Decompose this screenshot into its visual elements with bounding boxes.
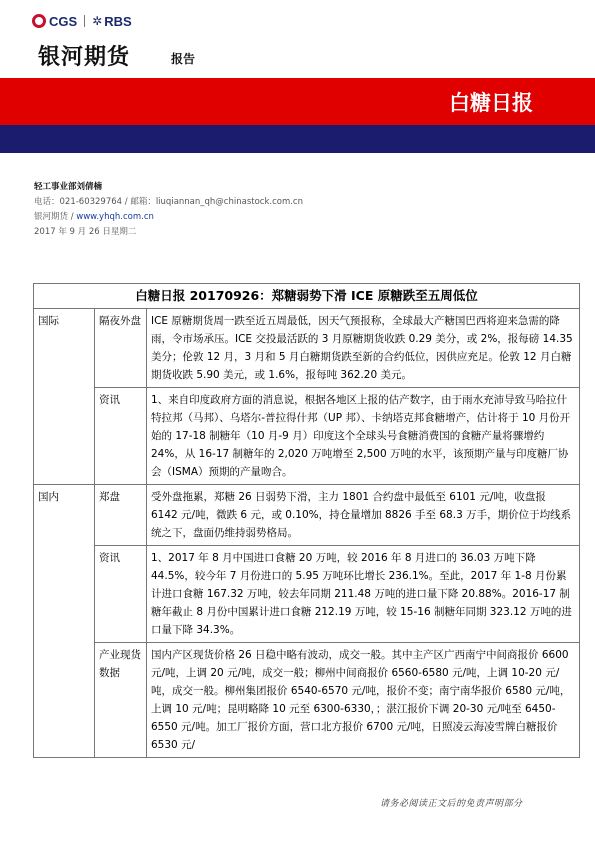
row-content: ICE 原糖期货周一跌至近五周最低，因天气预报称，全球最大产糖国巴西将迎来急需的降雨，令市场承压。ICE 交投最活跃的 3 月原糖期货收跌 0.29 美分，或 2%，报每磅 14.35 美分；伦敦 12 月，3 月和 5 月白糖期货跌至新的合约低位，因供应充足。伦敦 12 月白糖期货收跌 5.90 美元，或 1.6%，报每吨 362.20 美元。 <box>147 309 580 388</box>
row-content: 国内产区现货价格 26 日稳中略有波动，成交一般。其中主产区广西南宁中间商报价 6600 元/吨，上调 20 元/吨，成交一般；柳州中间商报价 6560-6580 元/吨，上调 10-20 元/吨，成交一般。柳州集团报价 6540-6570 元/吨，报价不变；南宁南华报价 6580 元/吨，上调 10 元/吨；昆明略降 10 元至 6300-6330，；湛江报价下调 20-30 元/吨至 6450-6550 元/吨。加工厂报价方面，营口北方报价 6700 元/吨，日照凌云海凌雪牌白糖报价 6530 元/ <box>147 643 580 758</box>
brand-logo <box>32 14 132 28</box>
row-content: 1、来自印度政府方面的消息说，根据各地区上报的估产数字，由于雨水充沛导致马哈拉什特拉邦（马邦）、乌塔尔-普拉得什邦（UP 邦）、卡纳塔克邦食糖增产，估计将于 10 月份开始的 17-18 制糖年（10 月-9 月）印度这个全球头号食糖消费国的食糖产量将骤增约 24%，从 16-17 制糖年的 2,020 万吨增至 2,500 万吨的水平，该预期产量与印度糖厂协会（ISMA）预期的产量吻合。 <box>147 388 580 485</box>
website-line <box>34 210 303 225</box>
table-row <box>34 643 580 758</box>
daily-report-table <box>33 283 580 758</box>
row-subcategory: 资讯 <box>95 546 147 643</box>
report-label: 报告 <box>171 52 196 66</box>
table-row <box>34 309 580 388</box>
row-subcategory: 郑盘 <box>95 485 147 546</box>
row-content: 1、2017 年 8 月中国进口食糖 20 万吨，较 2016 年 8 月进口的 36.03 万吨下降 44.5%，较今年 7 月份进口的 5.95 万吨环比增长 236.1%。至此，2017 年 1-8 月份累计进口食糖 167.32 万吨，较去年同期 211.48 万吨的进口量下降 20.88%。2016-17 制糖年截止 8 月份中国累计进口食糖 212.19 万吨，较 15-16 制糖年同期 323.12 万吨的进口量下降 34.3%。 <box>147 546 580 643</box>
row-subcategory: 隔夜外盘 <box>95 309 147 388</box>
banner-title: 白糖日报 <box>449 91 533 115</box>
table-row <box>34 485 580 546</box>
report-date: 2017 年 9 月 26 日星期二 <box>34 227 137 237</box>
title-banner <box>0 78 595 125</box>
rbs-logo-text: RBS <box>104 13 132 29</box>
row-category: 国际 <box>34 309 95 485</box>
table-row <box>34 546 580 643</box>
contact-block <box>34 180 303 240</box>
row-subcategory: 资讯 <box>95 388 147 485</box>
logo-divider <box>84 15 85 27</box>
table-title: 白糖日报 20170926：郑糖弱势下滑 ICE 原糖跌至五周低位 <box>34 284 580 309</box>
company-name: 银河期货 <box>38 45 131 70</box>
cgs-logo-icon <box>32 14 46 28</box>
author: 轻工事业部刘倩楠 <box>34 182 103 192</box>
row-subcategory: 产业现货数据 <box>95 643 147 758</box>
phone-email: 电话：021-60329764 / 邮箱：liuqiannan_qh@chinastock.com.cn <box>34 197 303 207</box>
rbs-logo-icon: ✲ <box>92 14 103 28</box>
disclaimer-footer: 请务必阅读正文后的免责声明部分 <box>380 799 523 809</box>
row-content: 受外盘拖累，郑糖 26 日弱势下滑，主力 1801 合约盘中最低至 6101 元/吨，收盘报 6142 元/吨，微跌 6 元，或 0.10%，持仓量增加 8826 手至 68.3 万手，期价位于均线系统之下，盘面仍维持弱势格局。 <box>147 485 580 546</box>
row-category: 国内 <box>34 485 95 758</box>
website-link[interactable]: www.yhqh.com.cn <box>76 212 154 222</box>
cgs-logo-text: CGS <box>49 13 78 29</box>
table-row <box>34 388 580 485</box>
navy-band <box>0 125 595 153</box>
site-prefix: 银河期货 / <box>34 212 77 222</box>
